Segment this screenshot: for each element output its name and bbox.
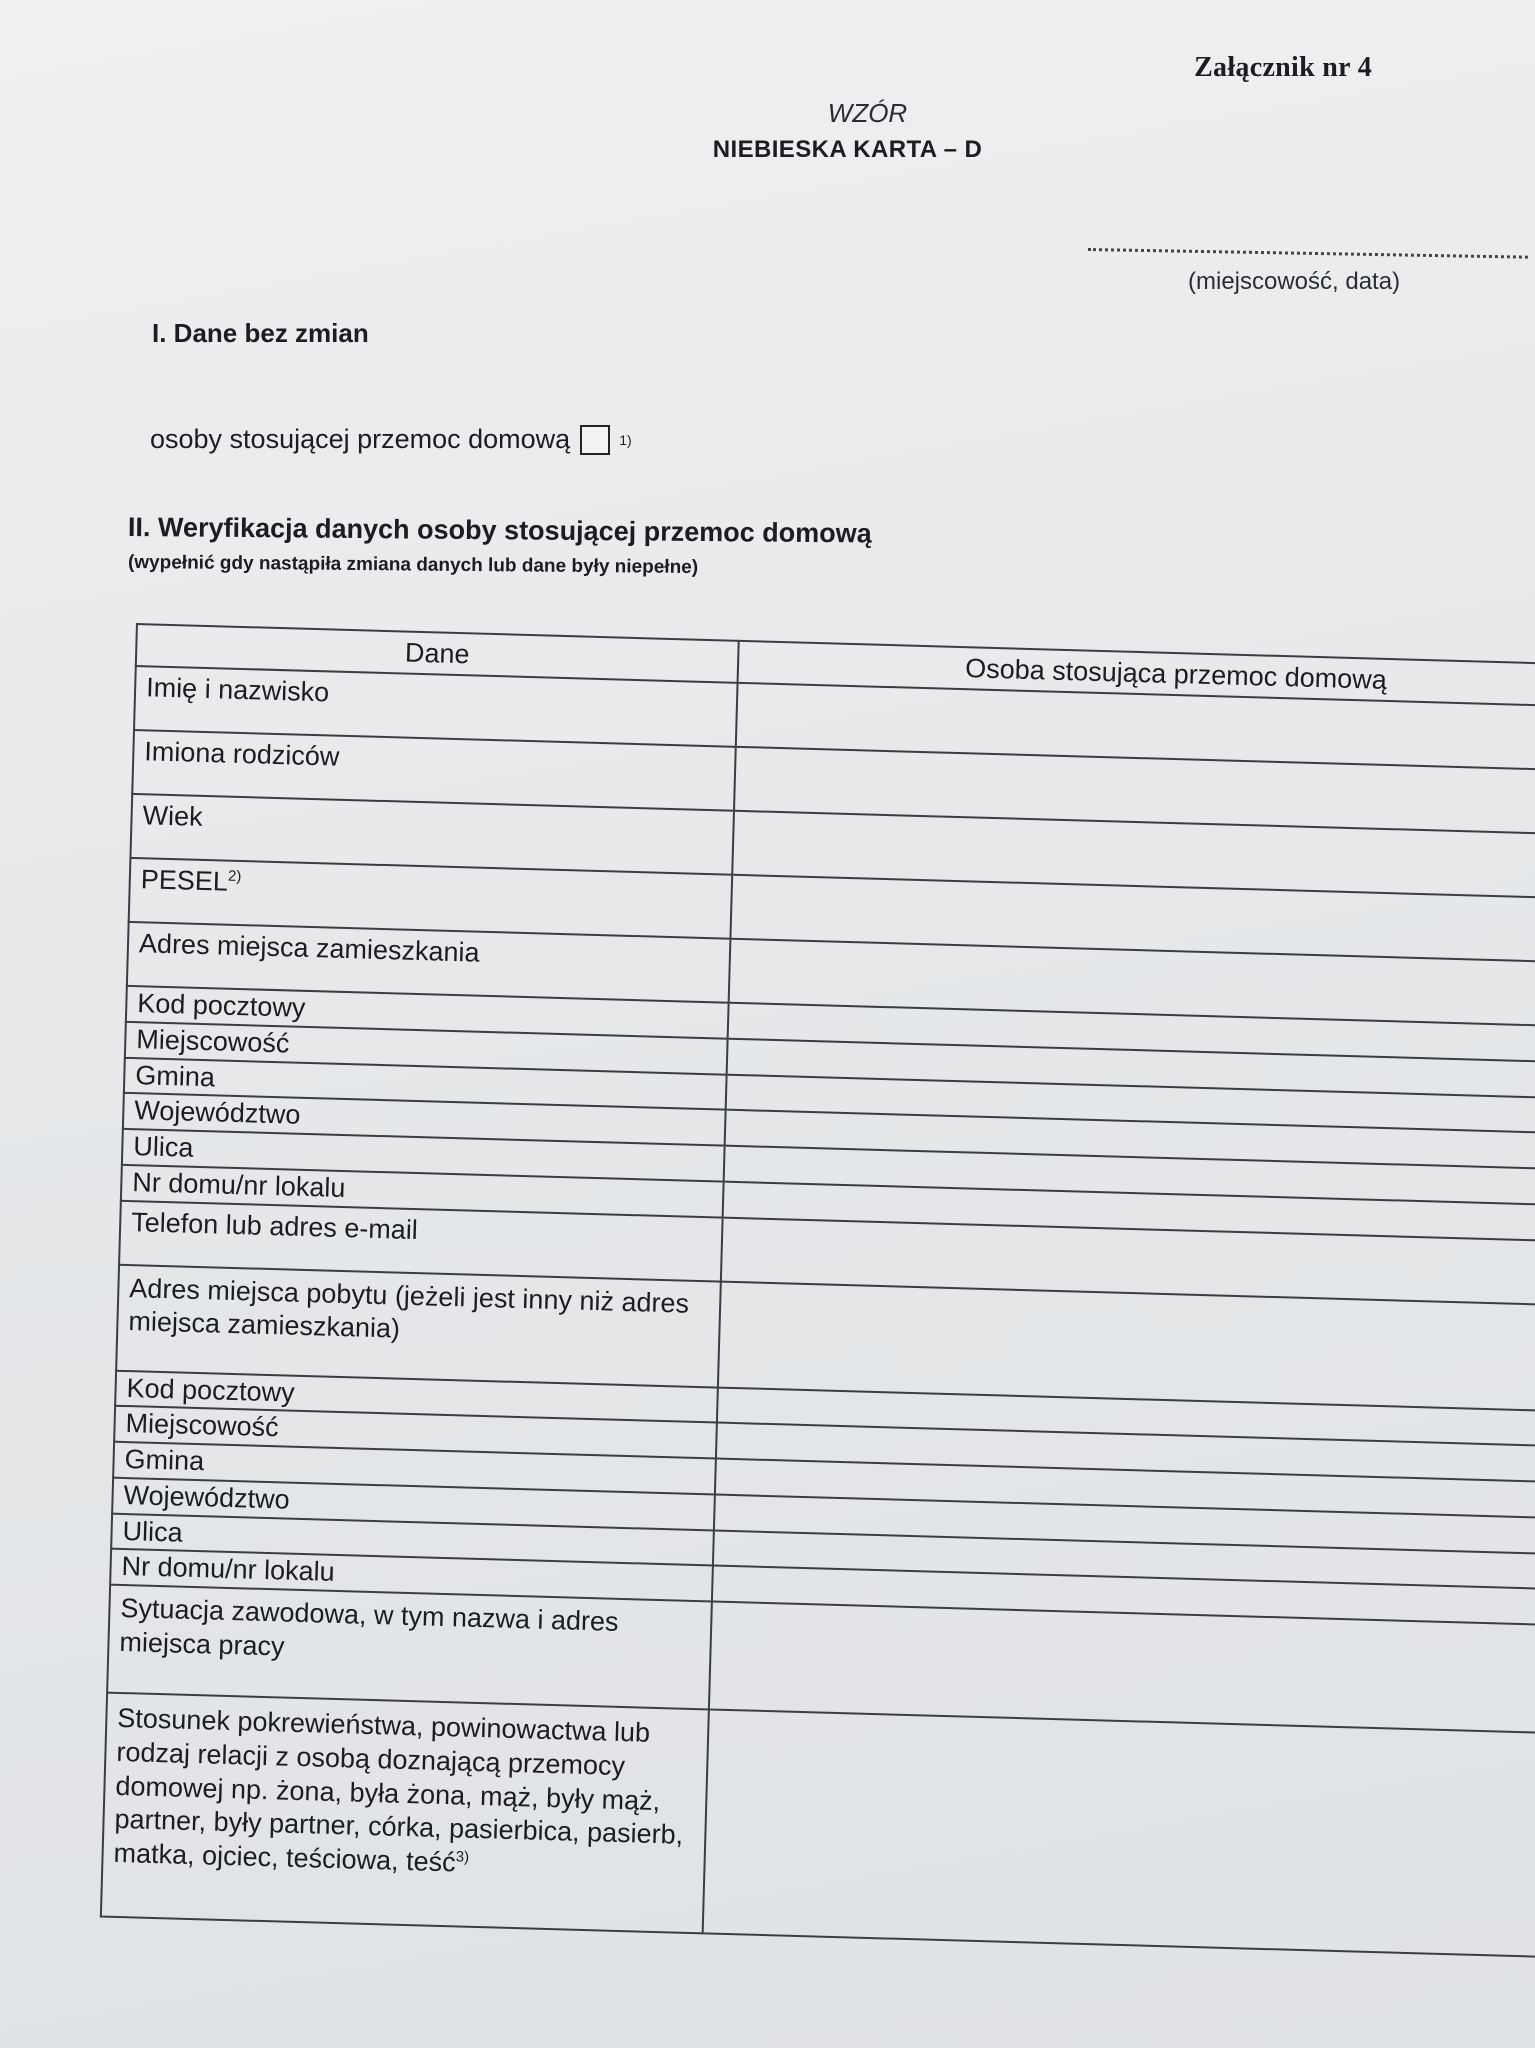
- document-title: NIEBIESKA KARTA – D: [712, 136, 983, 163]
- row-label: Kod pocztowy: [115, 1370, 718, 1423]
- row-label: Sytuacja zawodowa, w tym nazwa i adres miejsca pracy: [107, 1585, 712, 1710]
- row-label: Adres miejsca pobytu (jeżeli jest inny niż adres miejsca zamieszkania): [116, 1264, 721, 1387]
- row-label: Nr domu/nr lokalu: [121, 1165, 724, 1218]
- row-label: Imiona rodziców: [132, 730, 736, 811]
- footnote-marker: 3): [455, 1848, 470, 1866]
- row-label: Gmina: [124, 1057, 727, 1110]
- row-label: Imię i nazwisko: [134, 666, 738, 747]
- footnote-marker: 2): [227, 867, 242, 886]
- row-label: Telefon lub adres e-mail: [119, 1200, 723, 1281]
- row-label: Województwo: [123, 1093, 726, 1146]
- row-label: Kod pocztowy: [126, 986, 729, 1039]
- checkbox-label: osoby stosującej przemoc domową: [150, 424, 571, 454]
- column-header-person: Osoba stosująca przemoc domową: [738, 641, 1535, 707]
- attachment-number: Załącznik nr 4: [1194, 52, 1372, 83]
- row-label: Ulica: [111, 1513, 714, 1566]
- row-value-field[interactable]: [703, 1709, 1535, 1957]
- row-label: Gmina: [113, 1442, 716, 1495]
- row-label: Nr domu/nr lokalu: [110, 1549, 713, 1602]
- footnote-marker: 1): [619, 431, 632, 448]
- row-label: Ulica: [122, 1129, 725, 1182]
- column-header-data: Dane: [136, 624, 739, 683]
- section-1-heading: I. Dane bez zmian: [152, 318, 369, 348]
- relation-label: Stosunek pokrewieństwa, powinowactwa lub rodzaj relacji z osobą doznającą przemocy domowej np. żona, była żona, mąż, były mąż, partner, były partner, córka, pasierbica, pasierb, matka, ojciec, teściowa, teść: [113, 1702, 684, 1878]
- row-label: Województwo: [112, 1477, 715, 1530]
- row-label: Miejscowość: [125, 1022, 728, 1075]
- pesel-label: PESEL: [140, 864, 229, 897]
- section-2-heading: II. Weryfikacja danych osoby stosującej przemoc domową: [127, 512, 872, 549]
- data-table: [100, 623, 1535, 1959]
- row-label-relation: [101, 1693, 709, 1934]
- row-label: Miejscowość: [114, 1406, 717, 1459]
- row-label: Adres miejsca zamieszkania: [127, 922, 731, 1003]
- pattern-label: WZÓR: [827, 98, 908, 128]
- section-2-note: (wypełnić gdy nastąpiła zmiana danych lub dane były niepełne): [127, 552, 699, 578]
- place-date-caption: (miejscowość, data): [1188, 268, 1401, 295]
- table-row: [101, 1693, 1535, 1958]
- row-label: Wiek: [130, 794, 734, 875]
